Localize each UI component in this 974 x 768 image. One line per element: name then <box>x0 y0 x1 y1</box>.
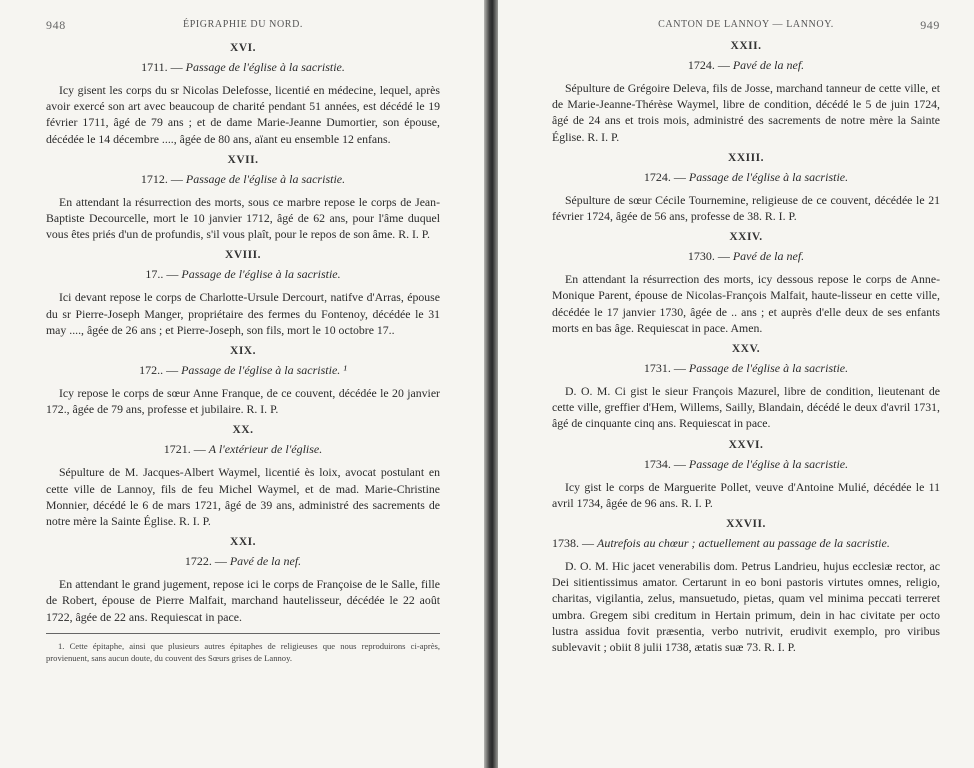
epitaph-numeral: XXI. <box>230 536 256 549</box>
left-page <box>0 0 484 768</box>
right-running-head <box>552 18 940 40</box>
epitaph-location: Autrefois au chœur ; actuellement au passage de la sacristie. <box>597 536 890 551</box>
epitaph-location: Pavé de la nef. <box>229 554 302 569</box>
epitaph-text: En attendant la résurrection des morts, sous ce marbre repose le corps de Jean-Baptiste Decourcelle, mort le 10 janvier 1712, âgé de 62 ans, pour l'âme duquel vous êtes priés d'un de profundis, s'il vous plaît, pour le repos de son âme. R. I. P. <box>46 194 440 242</box>
epitaph-numeral: XXII. <box>730 40 762 52</box>
epitaph-entry <box>552 231 940 336</box>
left-page-number: 948 <box>46 18 66 32</box>
right-page-number: 949 <box>920 18 940 32</box>
epitaph-numeral: XXVII. <box>726 518 766 531</box>
epitaph-entry <box>46 345 440 417</box>
epitaph-location: Passage de l'église à la sacristie. <box>688 456 849 471</box>
footnote-rule <box>46 633 440 634</box>
epitaph-text: Icy gist le corps de Marguerite Pollet, veuve d'Antoine Mulié, décédée le 11 avril 1734, âgée de 96 ans. R. I. P. <box>552 479 940 510</box>
right-running-title: CANTON DE LANNOY — LANNOY. <box>658 19 834 30</box>
epitaph-heading: 1711. — Passage de l'église à la sacristie. <box>141 60 345 74</box>
right-page <box>498 0 974 768</box>
epitaph-numeral: XVI. <box>230 42 256 54</box>
epitaph-location: Pavé de la nef. <box>732 249 805 264</box>
epitaph-entry <box>46 536 440 625</box>
epitaph-date: 1724. <box>643 169 671 184</box>
epitaph-entry <box>46 42 440 147</box>
epitaph-heading: 1731. — Passage de l'église à la sacristie. <box>643 361 849 376</box>
epitaph-date: 1712. <box>140 171 168 186</box>
epitaph-numeral: XXVI. <box>728 438 764 451</box>
epitaph-heading: 1730. — Pavé de la nef. <box>687 249 805 264</box>
epitaph-text: D. O. M. Ci gist le sieur François Mazurel, libre de condition, lieutenant de cette ville, greffier d'Hem, Willems, Sailly, Blandain, décédé le deux d'avril 1731, âgé de cinquante cinq ans. Requiescat in pace. <box>552 384 940 431</box>
epitaph-numeral: XIX. <box>230 345 256 358</box>
epitaph-date: 172.. <box>139 363 164 378</box>
epitaph-date: 1721. <box>163 442 191 457</box>
epitaph-location: Passage de l'église à la sacristie. <box>185 171 346 186</box>
epitaph-numeral: XXV. <box>731 343 761 356</box>
epitaph-heading: 1724. — Pavé de la nef. <box>687 58 805 72</box>
epitaph-heading: 17.. — Passage de l'église à la sacristie. <box>145 267 341 282</box>
epitaph-text: Icy repose le corps de sœur Anne Franque, de ce couvent, décédée le 20 janvier 172., âgée de 79 ans, professe et jubilaire. R. I. P. <box>46 386 440 417</box>
epitaph-location: Passage de l'église à la sacristie. ¹ <box>181 363 347 378</box>
epitaph-heading: 1738. — Autrefois au chœur ; actuellement au passage de la sacristie. <box>552 536 890 551</box>
epitaph-text: Sépulture de M. Jacques-Albert Waymel, licentié ès loix, avocat postulant en cette ville de Lannoy, fils de feu Michel Waymel, et de mad. Marie-Christine Monnier, décédé le 6 de mars 1721, âgé de 39 ans, administré des sacrements de notre mère la Sainte Église. R. I. P. <box>46 465 440 529</box>
epitaph-date: 1722. <box>184 554 212 569</box>
epitaph-entry <box>552 152 940 224</box>
epitaph-entry <box>46 424 440 529</box>
epitaph-numeral: XVIII. <box>225 249 261 262</box>
epitaph-entry <box>552 439 940 511</box>
epitaph-entry <box>46 154 440 243</box>
left-running-head <box>46 18 440 40</box>
epitaph-date: 1738. <box>552 536 579 551</box>
epitaph-text: Sépulture de sœur Cécile Tournemine, religieuse de ce couvent, décédée le 21 février 1724, âgée de 56 ans, professe de 38. R. I. P. <box>552 192 940 224</box>
epitaph-heading: 1721. — A l'extérieur de l'église. <box>163 442 323 457</box>
epitaph-heading: 172.. — Passage de l'église à la sacristie. ¹ <box>139 363 347 378</box>
epitaph-date: 1734. <box>643 456 671 471</box>
epitaph-location: Passage de l'église à la sacristie. <box>185 60 345 74</box>
epitaph-heading: 1724. — Passage de l'église à la sacristie. <box>643 169 849 184</box>
epitaph-entry <box>552 40 940 145</box>
epitaph-location: Pavé de la nef. <box>732 58 805 72</box>
left-running-title: ÉPIGRAPHIE DU NORD. <box>182 19 303 30</box>
epitaph-entry <box>552 518 940 655</box>
epitaph-location: Passage de l'église à la sacristie. <box>181 267 341 282</box>
epitaph-text: En attendant la résurrection des morts, icy dessous repose le corps de Anne-Monique Parent, épouse de Nicolas-François Malfait, haute-lisseur en cette ville, décédée le 17 janvier 1730, âgée de .. ans ; et auprès d'elle deux de ses enfants morts en bas âge. Requiescat in pace. Amen. <box>552 272 940 335</box>
epitaph-heading: 1712. — Passage de l'église à la sacristie. <box>140 171 346 186</box>
epitaph-entry <box>552 343 940 432</box>
epitaph-date: 1724. <box>687 58 715 72</box>
epitaph-location: Passage de l'église à la sacristie. <box>688 361 849 376</box>
book-gutter <box>484 0 498 768</box>
epitaph-text: En attendant le grand jugement, repose ici le corps de Françoise de le Salle, fille de Robert, épouse de Pierre Malfait, marchand hautelisseur, décédée le 22 août 1722, âgée de 22 ans. Requiescat in pace. <box>46 577 440 624</box>
epitaph-numeral: XXIV. <box>729 231 763 244</box>
epitaph-entry <box>46 249 440 338</box>
epitaph-text: Ici devant repose le corps de Charlotte-Ursule Dercourt, natifve d'Arras, épouse du sr Pierre-Joseph Manger, propriétaire des fermes du Fontenoy, décédée le 31 may ...., âgée de 26 ans ; et Pierre-Joseph, son fils, mort le 10 octobre 17.. <box>46 290 440 337</box>
epitaph-text: D. O. M. Hic jacet venerabilis dom. Petrus Landrieu, hujus ecclesiæ rector, ac Dei sitientissimus amator. Certarunt in eo boni pastoris virtutes omnes, religio, charitas, vigilantia, zelus, mansuetudo, pietas, quam vel minima peccati terreret umbra. Gregem sibi creditum in Hertain primum, dein in hac civitate per octo lustra assidua fovit præsentia, verbo nutrivit, erudivit exemplo, pro viribus sublevavit ; obiit 8 julii 1738, ætatis suæ 73. R. I. P. <box>552 559 940 655</box>
epitaph-location: A l'extérieur de l'église. <box>208 442 323 457</box>
epitaph-numeral: XX. <box>232 424 254 437</box>
epitaph-heading: 1722. — Pavé de la nef. <box>184 554 302 569</box>
epitaph-date: 17.. <box>145 267 164 282</box>
epitaph-text: Icy gisent les corps du sr Nicolas Delefosse, licentié en médecine, lequel, après avoir exercé son art avec beaucoup de charité pendant 51 années, est décédé le 19 février 1711, âgé de 79 ans ; et de dame Marie-Jeanne Dumortier, son épouse, décédée le 14 décembre ...., âgée de 80 ans, aïant eu ensemble 12 enfans. <box>46 83 440 146</box>
epitaph-date: 1711. <box>141 60 168 74</box>
footnote: 1. Cette épitaphe, ainsi que plusieurs autres épitaphes de religieuses que nous reproduirons ci-après, provienuent, sans aucun doute, du couvent des Sœurs grises de Lannoy. <box>46 640 440 663</box>
epitaph-text: Sépulture de Grégoire Deleva, fils de Josse, marchand tanneur de cette ville, et de Marie-Jeanne-Thérèse Waymel, libre de condition, décédé le 5 de juin 1724, âgé de 24 ans et trois mois, administré des sacrements de notre mère la Sainte Église. R. I. P. <box>552 81 940 144</box>
epitaph-heading: 1734. — Passage de l'église à la sacristie. <box>643 456 849 471</box>
epitaph-date: 1730. <box>687 249 715 264</box>
epitaph-date: 1731. <box>643 361 671 376</box>
epitaph-location: Passage de l'église à la sacristie. <box>688 169 849 184</box>
epitaph-numeral: XVII. <box>227 153 259 166</box>
epitaph-numeral: XXIII. <box>728 151 764 164</box>
